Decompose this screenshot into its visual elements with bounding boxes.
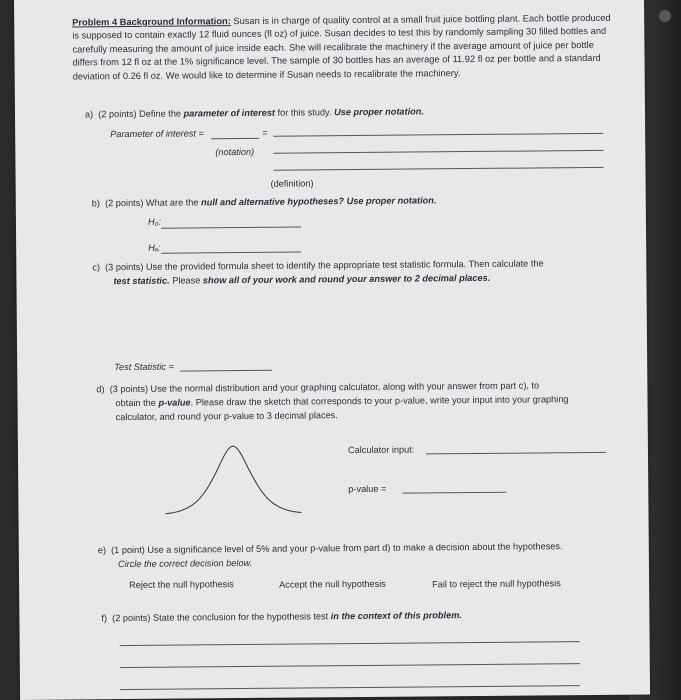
normal-curve-sketch [163, 437, 304, 518]
conclusion-blank-3[interactable] [120, 685, 580, 690]
notation-caption: (notation) [215, 146, 255, 158]
definition-blank-2[interactable] [273, 150, 603, 154]
part-f-text: (2 points) State the conclusion for the hypothesis test [112, 611, 329, 624]
part-c-label: c) [92, 262, 101, 273]
part-c-emphasis1: test statistic. [113, 275, 170, 287]
part-a-emphasis: parameter of interest [183, 107, 276, 119]
part-b-instruction: Use proper notation. [346, 195, 437, 207]
part-d-emphasis: p-value [158, 397, 191, 408]
part-a-prompt [85, 105, 424, 121]
test-statistic-label: Test Statistic = [114, 361, 174, 373]
option-accept[interactable]: Accept the null hypothesis [279, 578, 386, 590]
definition-blank-1[interactable] [273, 133, 603, 137]
definition-blank-3[interactable] [273, 167, 603, 171]
part-d-prompt-line2 [115, 393, 568, 410]
part-a-rest: for this study. [277, 107, 332, 118]
null-hypothesis-label: H₀: [147, 216, 162, 227]
part-a-label: a) [84, 109, 94, 120]
conclusion-blank-1[interactable] [120, 641, 580, 646]
null-hypothesis-blank[interactable] [161, 227, 301, 229]
part-b-label: b) [91, 198, 100, 209]
part-d-prompt-line3: calculator, and round your p-value to 3 decimal places. [115, 410, 338, 423]
part-c-prompt-line2 [113, 272, 490, 288]
part-e-line1: (1 point) Use a significance level of 5% and your p-value from part d) to make a decision about the hypotheses. [111, 541, 563, 556]
option-reject[interactable]: Reject the null hypothesis [129, 579, 234, 591]
p-value-label: p-value = [348, 483, 387, 495]
background-heading: Problem 4 Background Information: [72, 16, 231, 28]
parameter-label: Parameter of interest = [110, 128, 204, 140]
alt-hypothesis-label: Hₐ: [148, 242, 161, 253]
part-b-emphasis: null and alternative hypotheses? [201, 196, 345, 208]
notation-blank[interactable] [211, 138, 259, 139]
p-value-blank[interactable] [402, 492, 506, 494]
worksheet-page [14, 0, 650, 700]
alt-hypothesis-blank[interactable] [161, 252, 301, 254]
definition-caption: (definition) [270, 178, 314, 189]
background-text: Susan is in charge of quality control at a small fruit juice bottling plant. Each bottle produced is supposed to contain exactly 12 fluid ounces (fl oz) of juice. Susan decides to test this by randomly sampling 30 filled bottles and carefully measuring the amount of juice inside each. She will recalibrate the machinery if the average amount of juice per bottle differs from 12 fl oz at the 1% significance level. The sample of 30 bottles has an average of 11.92 fl oz per bottle and a standard deviation of 0.26 fl oz. We would like to determine if Susan needs to recalibrate the machinery. [72, 12, 611, 82]
part-e-prompt-line2: Circle the correct decision below. [117, 557, 253, 570]
part-c-line1: (3 points) Use the provided formula sheet to identify the appropriate test statistic formula. Then calculate the [105, 258, 544, 273]
calculator-input-blank[interactable] [426, 452, 606, 455]
part-d-line1: (3 points) Use the normal distribution and your graphing calculator, along with your answer from part c), to [109, 380, 540, 395]
part-c-mid: Please [172, 275, 201, 286]
part-d-line2a: obtain the [115, 397, 156, 409]
part-f-prompt [101, 609, 462, 625]
part-a-instruction: Use proper notation. [334, 106, 424, 118]
part-a-points: (2 points) Define the [98, 108, 182, 120]
calculator-input-label: Calculator input: [347, 444, 415, 456]
part-b-prompt [92, 194, 437, 210]
part-f-emphasis: in the context of this problem. [330, 610, 462, 622]
part-e-prompt-line1 [98, 540, 563, 557]
part-b-points: (2 points) What are the [105, 197, 199, 209]
part-e-label: e) [97, 545, 107, 556]
camera-dot-icon [659, 10, 671, 22]
part-c-emphasis2: show all of your work and round your answer to 2 decimal places. [202, 272, 491, 286]
part-d-label: d) [96, 384, 105, 395]
part-f-label: f) [101, 613, 108, 624]
equals-sign: = [262, 127, 268, 138]
option-fail-to-reject[interactable]: Fail to reject the null hypothesis [432, 578, 561, 590]
background-paragraph [72, 12, 613, 84]
test-statistic-blank[interactable] [180, 370, 272, 372]
part-d-line2b: . Please draw the sketch that corresponds to your p-value, write your input into your graphing [190, 394, 569, 408]
conclusion-blank-2[interactable] [120, 663, 580, 668]
